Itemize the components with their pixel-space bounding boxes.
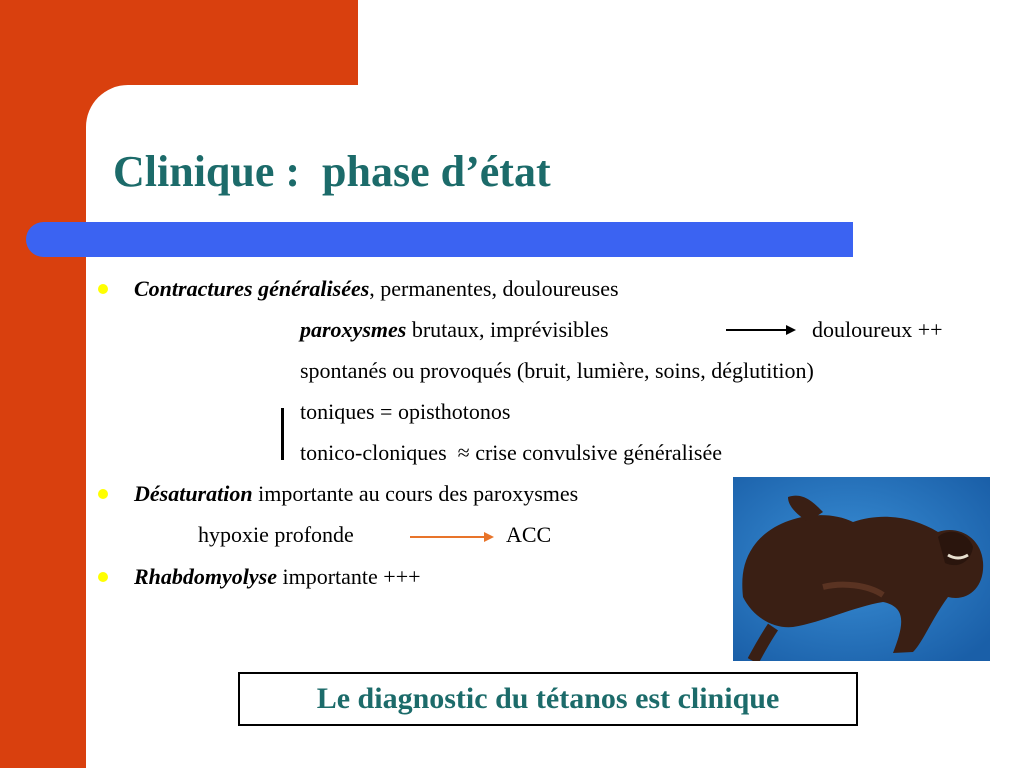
- bullet-1-text: [134, 278, 619, 300]
- bullet-dot-icon: [98, 572, 108, 582]
- title-underline-bar: [26, 222, 853, 257]
- arrow-head-icon: [786, 325, 796, 335]
- bullet-3-text: [134, 566, 421, 588]
- paroxysmes-lead: paroxysmes: [300, 317, 407, 342]
- conclusion-text: Le diagnostic du tétanos est clinique: [316, 682, 780, 715]
- bullet-1-rest: , permanentes, douloureuses: [369, 276, 619, 301]
- bracket-bar: [281, 408, 284, 460]
- arrow-right-icon: [726, 329, 788, 331]
- crise-text: crise convulsive généralisée: [475, 440, 722, 465]
- bullet-dot-icon: [98, 489, 108, 499]
- arrow-head-orange-icon: [484, 532, 494, 542]
- arrow-right-orange-icon: [410, 536, 486, 538]
- hypoxie-text: hypoxie profonde: [198, 522, 354, 547]
- acc-text: ACC: [506, 522, 552, 547]
- tonico-cloniques-line: [300, 442, 722, 464]
- toniques-line: toniques = opisthotonos: [300, 399, 511, 424]
- bullet-dot-icon: [98, 284, 108, 294]
- bullet-3-lead: Rhabdomyolyse: [134, 564, 277, 589]
- approx-symbol: ≈: [457, 440, 470, 465]
- conclusion-box: [238, 672, 858, 726]
- bullet-2-rest: importante au cours des paroxysmes: [252, 481, 579, 506]
- bullet-1-lead: Contractures généralisées: [134, 276, 370, 301]
- douloureux-text: douloureux ++: [812, 317, 943, 342]
- spontanes-line: spontanés ou provoqués (bruit, lumière, soins, déglutition): [300, 358, 814, 383]
- slide-title: Clinique : phase d’état: [113, 147, 551, 196]
- bullet-3-rest: importante +++: [277, 564, 421, 589]
- patient-photo: [733, 477, 990, 661]
- tonico-cloniques-text: tonico-cloniques: [300, 440, 447, 465]
- paroxysmes-text: brutaux, imprévisibles: [406, 317, 609, 342]
- bullet-2-text: [134, 483, 578, 505]
- paroxysmes-line: [300, 319, 609, 341]
- bullet-2-lead: Désaturation: [134, 481, 253, 506]
